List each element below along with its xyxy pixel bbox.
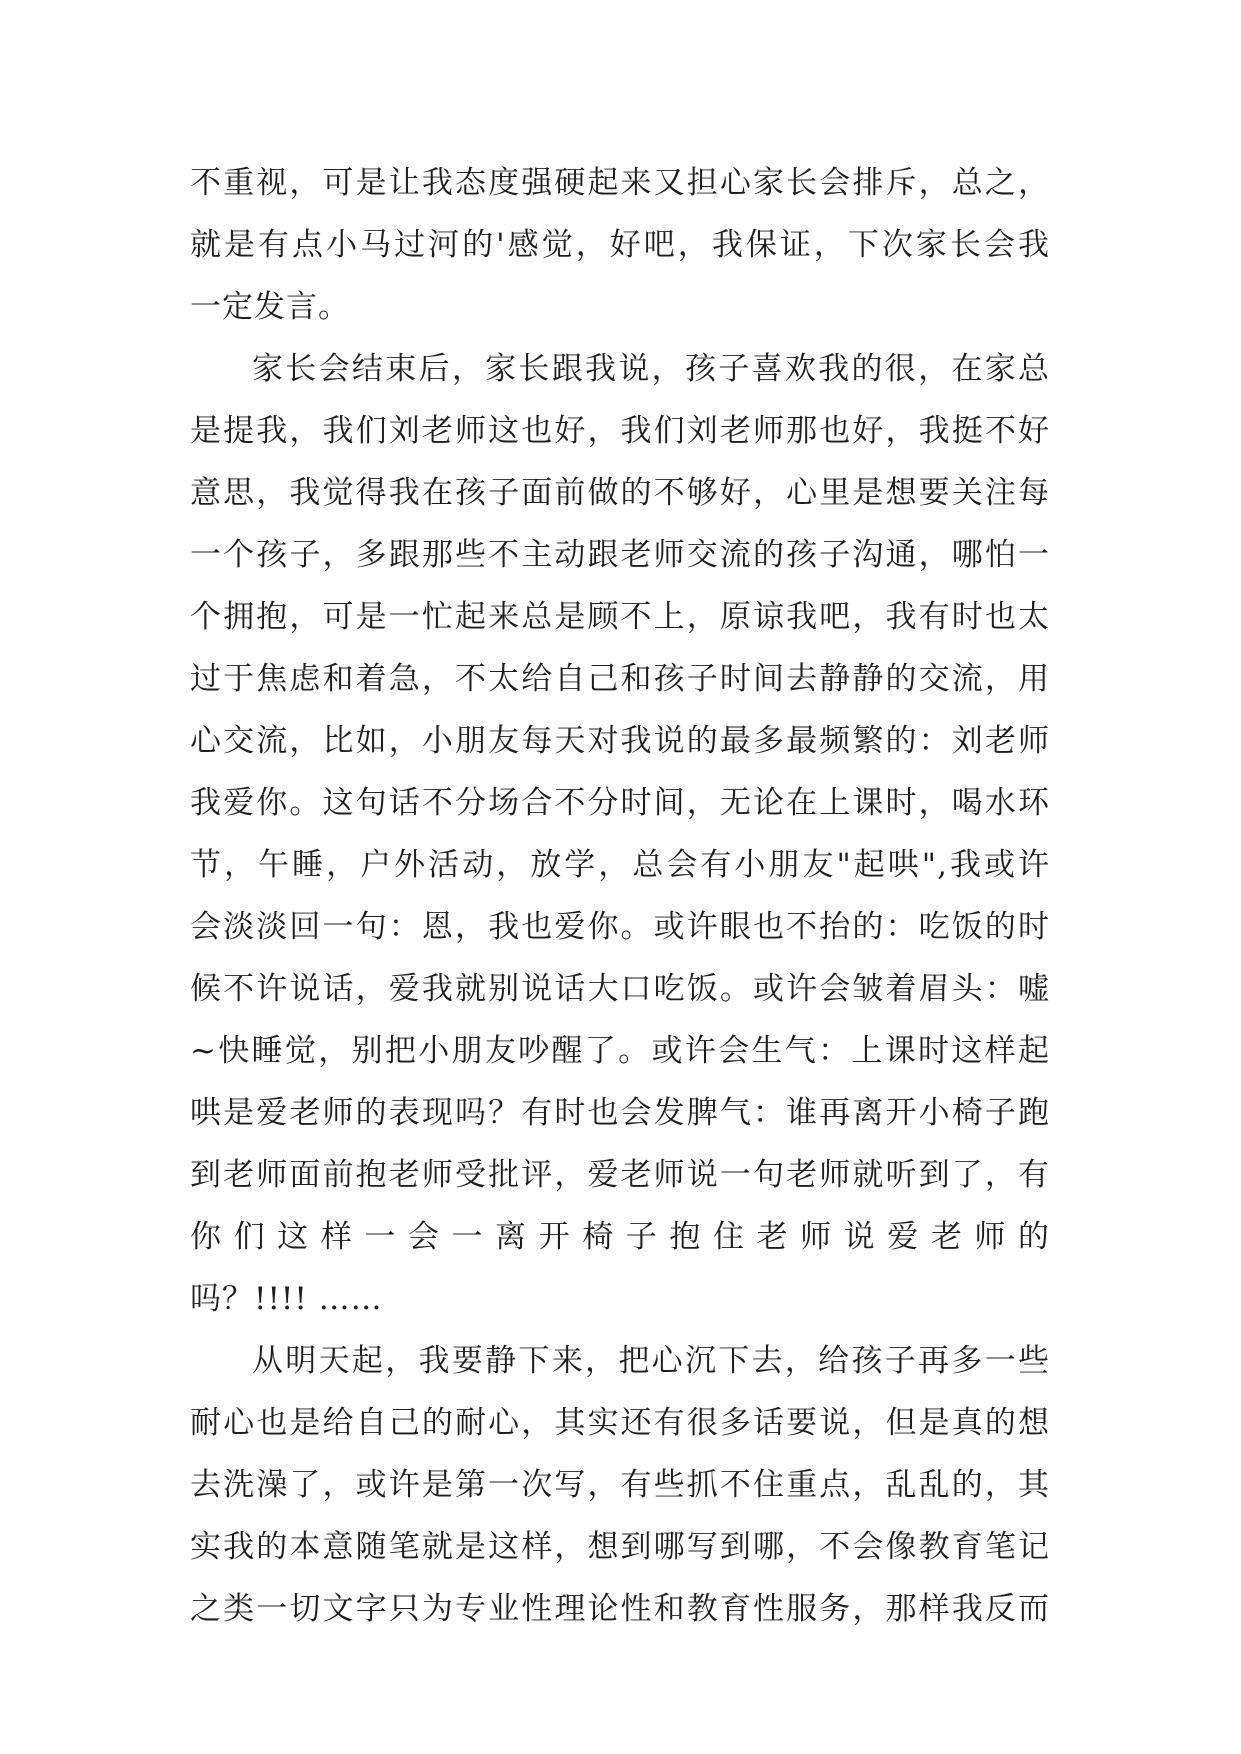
text-line: 你们这样一会一离开椅子抱住老师说爱老师的 [190, 1219, 1050, 1255]
text-line: 去洗澡了，或许是第一次写，有些抓不住重点，乱乱的，其 [190, 1467, 1050, 1503]
text-line: 到老师面前抱老师受批评，爱老师说一句老师就听到了，有 [190, 1157, 1050, 1193]
text-line: 意思，我觉得我在孩子面前做的不够好，心里是想要关注每 [190, 475, 1050, 511]
text-line: 一个孩子，多跟那些不主动跟老师交流的孩子沟通，哪怕一 [190, 537, 1050, 573]
text-line: 会淡淡回一句：恩，我也爱你。或许眼也不抬的：吃饭的时 [190, 909, 1050, 945]
text-line: 候不许说话，爱我就别说话大口吃饭。或许会皱着眉头：嘘 [190, 971, 1050, 1007]
text-line: 就是有点小马过河的'感觉，好吧，我保证，下次家长会我 [190, 227, 1050, 263]
text-line: 哄是爱老师的表现吗？有时也会发脾气：谁再离开小椅子跑 [190, 1095, 1050, 1131]
text-line: 个拥抱，可是一忙起来总是顾不上，原谅我吧，我有时也太 [190, 599, 1050, 635]
text-line: 耐心也是给自己的耐心，其实还有很多话要说，但是真的想 [190, 1405, 1050, 1441]
text-line: 一定发言。 [190, 289, 350, 325]
text-line: 过于焦虑和着急，不太给自己和孩子时间去静静的交流，用 [190, 661, 1050, 697]
text-line: ~快睡觉，别把小朋友吵醒了。或许会生气：上课时这样起 [190, 1033, 1050, 1069]
text-line: 吗？!!!! …… [190, 1281, 383, 1317]
text-line: 不重视，可是让我态度强硬起来又担心家长会排斥，总之， [190, 165, 1050, 201]
body-text [190, 152, 1050, 1640]
text-line: 实我的本意随笔就是这样，想到哪写到哪，不会像教育笔记 [190, 1529, 1050, 1565]
text-line: 从明天起，我要静下来，把心沉下去，给孩子再多一些 [252, 1343, 1050, 1379]
text-line: 心交流，比如，小朋友每天对我说的最多最频繁的：刘老师 [190, 723, 1050, 759]
text-line: 我爱你。这句话不分场合不分时间，无论在上课时，喝水环 [190, 785, 1050, 821]
text-line: 是提我，我们刘老师这也好，我们刘老师那也好，我挺不好 [190, 413, 1050, 449]
text-line: 节，午睡，户外活动，放学，总会有小朋友"起哄",我或许 [190, 847, 1050, 883]
text-line: 家长会结束后，家长跟我说，孩子喜欢我的很，在家总 [252, 351, 1050, 387]
text-line: 之类一切文字只为专业性理论性和教育性服务，那样我反而 [190, 1591, 1050, 1627]
